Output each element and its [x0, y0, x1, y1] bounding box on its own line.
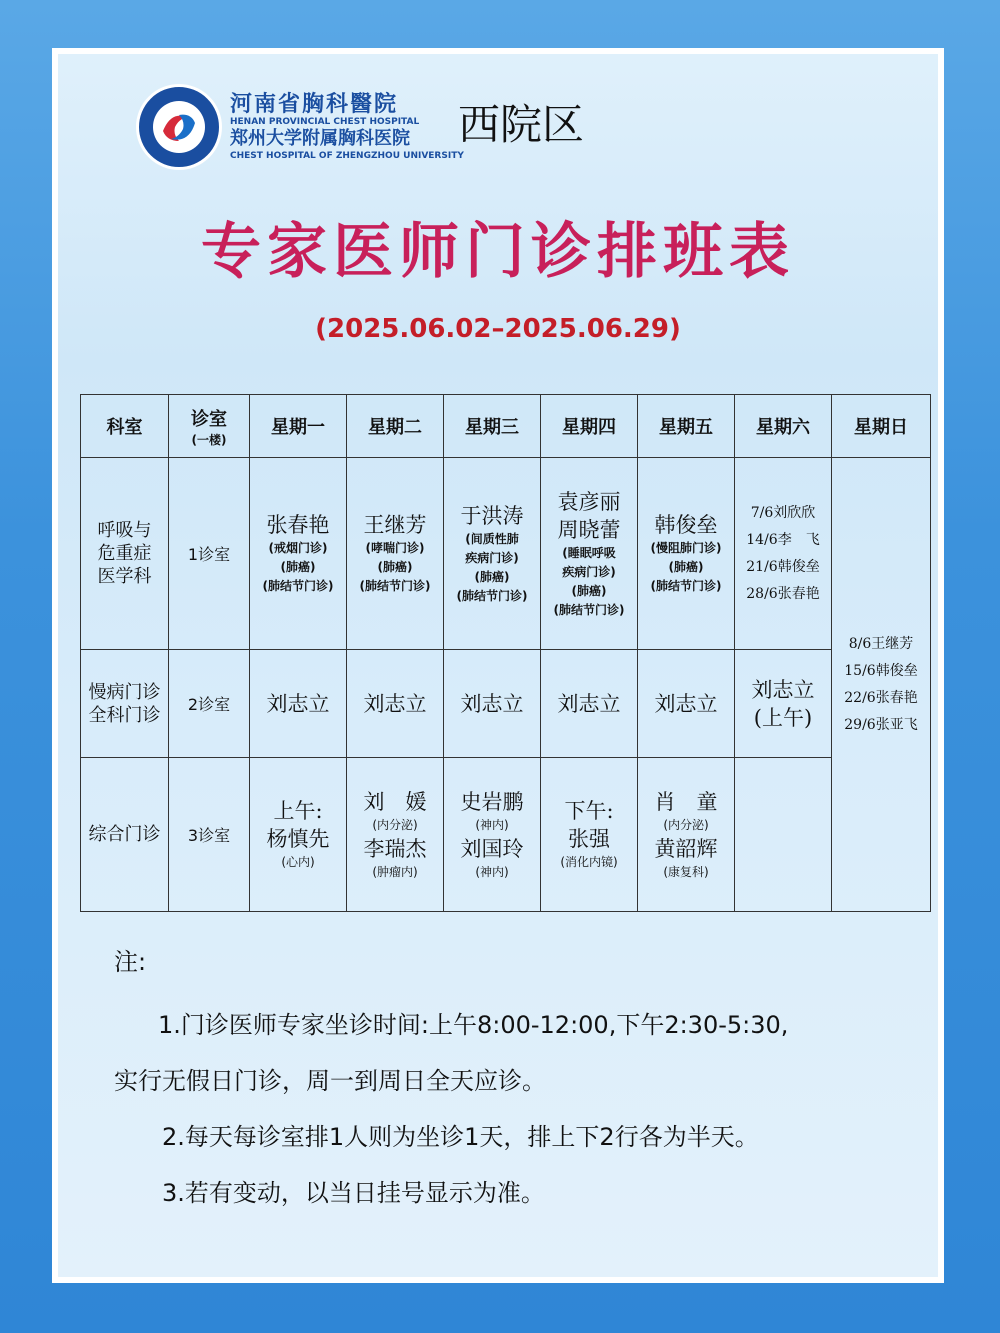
- row1-fri: 韩俊垒 (慢阻肺门诊) (肺癌) (肺结节门诊): [638, 458, 735, 650]
- row3-wed: 史岩鹏 (神内) 刘国玲 (神内): [444, 758, 541, 912]
- row2-mon: 刘志立: [250, 650, 347, 758]
- row3-mon: 上午: 杨慎先 (心内): [250, 758, 347, 912]
- row3-room: 3诊室: [169, 758, 250, 912]
- note-line-2: 2.每天每诊室排1人则为坐诊1天，排上下2行各为半天。: [162, 1123, 759, 1151]
- sun-schedule: 8/6王继芳 15/6韩俊垒 22/6张春艳 29/6张亚飞: [832, 458, 931, 912]
- hospital-emblem-icon: [136, 84, 222, 170]
- header-dept: 科室: [81, 395, 169, 458]
- row3-fri: 肖 童 (内分泌) 黄韶辉 (康复科): [638, 758, 735, 912]
- header-thu: 星期四: [541, 395, 638, 458]
- row2-dept: 慢病门诊 全科门诊: [81, 650, 169, 758]
- row3-tue: 刘 媛 (内分泌) 李瑞杰 (肿瘤内): [347, 758, 444, 912]
- logo-affiliate-english: CHEST HOSPITAL OF ZHENGZHOU UNIVERSITY: [230, 151, 464, 161]
- row2-sat: 刘志立 (上午): [735, 650, 832, 758]
- row1-room: 1诊室: [169, 458, 250, 650]
- logo-english-name: HENAN PROVINCIAL CHEST HOSPITAL: [230, 117, 420, 127]
- table-header-row: [81, 395, 931, 458]
- poster-frame: [52, 48, 944, 1283]
- header-room: [169, 395, 250, 458]
- table-row: [81, 758, 931, 912]
- row3-thu: 下午: 张强 (消化内镜): [541, 758, 638, 912]
- header-sun: 星期日: [832, 395, 931, 458]
- logo-chinese-name: 河南省胸科醫院: [230, 91, 399, 117]
- campus-name: 西院区: [458, 100, 585, 149]
- header-room-sub: (一楼): [191, 432, 227, 447]
- date-range: (2025.06.02–2025.06.29): [315, 314, 681, 344]
- schedule-table: [80, 394, 931, 912]
- row1-thu: 袁彦丽 周晓蕾 (睡眠呼吸 疾病门诊) (肺癌) (肺结节门诊): [541, 458, 638, 650]
- row2-room: 2诊室: [169, 650, 250, 758]
- row1-dept: 呼吸与 危重症 医学科: [81, 458, 169, 650]
- note-line-1a: 1.门诊医师专家坐诊时间:上午8:00-12:00,下午2:30-5:30,: [158, 1011, 789, 1039]
- row2-thu: 刘志立: [541, 650, 638, 758]
- table-row: [81, 650, 931, 758]
- row3-sat: [735, 758, 832, 912]
- logo-affiliate-name: 郑州大学附属胸科医院: [230, 128, 410, 149]
- row1-wed: 于洪涛 (间质性肺 疾病门诊) (肺癌) (肺结节门诊): [444, 458, 541, 650]
- note-line-3: 3.若有变动，以当日挂号显示为准。: [162, 1179, 545, 1207]
- row2-tue: 刘志立: [347, 650, 444, 758]
- row1-tue: 王继芳 (哮喘门诊) (肺癌) (肺结节门诊): [347, 458, 444, 650]
- header-room-label: 诊室: [191, 408, 227, 430]
- row1-mon: 张春艳 (戒烟门诊) (肺癌) (肺结节门诊): [250, 458, 347, 650]
- row2-wed: 刘志立: [444, 650, 541, 758]
- row1-sat: 7/6刘欣欣 14/6李 飞 21/6韩俊垒 28/6张春艳: [735, 458, 832, 650]
- header-mon: 星期一: [250, 395, 347, 458]
- hospital-logo: [136, 84, 464, 170]
- row2-fri: 刘志立: [638, 650, 735, 758]
- note-line-1b: 实行无假日门诊，周一到周日全天应诊。: [114, 1067, 546, 1095]
- page-title: 专家医师门诊排班表: [201, 217, 795, 287]
- row3-dept: 综合门诊: [81, 758, 169, 912]
- header-fri: 星期五: [638, 395, 735, 458]
- notes-heading: 注:: [114, 948, 147, 976]
- table-row: [81, 458, 931, 650]
- header-wed: 星期三: [444, 395, 541, 458]
- notes-section: [114, 942, 904, 1221]
- header-sat: 星期六: [735, 395, 832, 458]
- header-tue: 星期二: [347, 395, 444, 458]
